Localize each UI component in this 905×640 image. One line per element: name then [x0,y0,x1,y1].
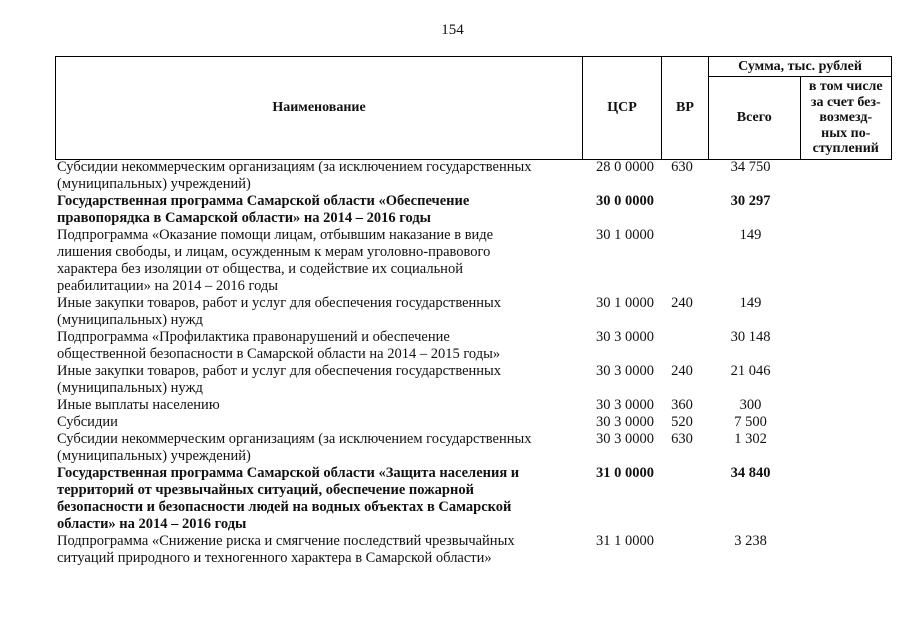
header-sum: Сумма, тыс. рублей [709,57,892,77]
row-vr: 630 [671,159,693,175]
row-name-line: Подпрограмма «Оказание помощи лицам, отбывшим наказание в виде [57,227,494,243]
row-csr: 31 0 0000 [596,465,654,481]
row-including [796,363,890,397]
table-header [55,56,892,160]
row-total: 149 [739,295,762,311]
row-name-line: (муниципальных) учреждений) [57,176,251,192]
row-total: 30 297 [730,193,771,209]
row-name-line: реабилитации» на 2014 – 2016 годы [57,278,279,294]
table-body [55,159,892,567]
row-name [55,363,581,397]
row-including [796,431,890,465]
row-name [55,193,581,227]
row-csr: 31 1 0000 [596,533,654,549]
row-vr [659,329,705,363]
row-name [55,431,581,465]
row-name-line: области» на 2014 – 2016 годы [57,516,247,532]
row-including [796,397,890,414]
header-name: Наименование [56,57,583,160]
row-csr: 30 3 0000 [596,414,654,430]
row-total: 300 [739,397,762,413]
row-name [55,227,581,295]
row-csr: 30 1 0000 [596,295,654,311]
row-name-line: Субсидии [57,414,118,430]
row-including [796,159,890,193]
row-name-line: правопорядка в Самарской области» на 2014 – 2016 годы [57,210,431,226]
table-row [55,397,892,414]
row-vr: 240 [671,363,693,379]
header-including [800,77,892,160]
table-row [55,295,892,329]
table-row [55,193,892,227]
row-csr: 30 3 0000 [596,431,654,447]
row-vr: 240 [671,295,693,311]
header-including-line: ных по- [821,125,871,141]
row-vr: 360 [671,397,693,413]
row-name-line: безопасности и безопасности людей на водных объектах в Самарской [57,499,512,515]
row-including [796,193,890,227]
page-number: 154 [441,22,464,38]
table-row [55,363,892,397]
table-row [55,431,892,465]
row-name-line: общественной безопасности в Самарской области на 2014 – 2015 годы» [57,346,501,362]
row-vr [659,465,705,533]
row-name [55,329,581,363]
row-name [55,465,581,533]
row-name [55,414,581,431]
row-name-line: Подпрограмма «Снижение риска и смягчение последствий чрезвычайных [57,533,515,549]
row-name [55,295,581,329]
header-vr: ВР [662,57,709,160]
row-name [55,159,581,193]
row-name-line: Государственная программа Самарской области «Обеспечение [57,193,470,209]
row-total: 149 [739,227,762,243]
header-including-line: ступлений [812,141,879,156]
row-csr: 30 3 0000 [596,363,654,379]
table-row [55,414,892,431]
row-vr [659,193,705,227]
row-name [55,397,581,414]
row-including [796,414,890,431]
table-row [55,159,892,193]
row-including [796,227,890,295]
row-vr [659,533,705,567]
row-name-line: (муниципальных) нужд [57,380,203,396]
row-vr [659,227,705,295]
row-csr: 30 0 0000 [596,193,654,209]
row-name-line: ситуаций природного и техногенного характера в Самарской области» [57,550,492,566]
row-vr: 630 [671,431,693,447]
row-total: 1 302 [734,431,767,447]
row-name [55,533,581,567]
row-total: 30 148 [730,329,771,345]
row-including [796,295,890,329]
row-name-line: Иные выплаты населению [57,397,220,413]
row-name-line: территорий от чрезвычайных ситуаций, обеспечение пожарной [57,482,474,498]
row-csr: 30 3 0000 [596,329,654,345]
row-total: 34 840 [730,465,771,481]
row-total: 3 238 [734,533,767,549]
header-total: Всего [709,77,801,160]
row-csr: 28 0 0000 [596,159,654,175]
row-vr: 520 [671,414,693,430]
table-row [55,465,892,533]
row-name-line: (муниципальных) учреждений) [57,448,251,464]
row-name-line: (муниципальных) нужд [57,312,203,328]
row-name-line: Иные закупки товаров, работ и услуг для обеспечения государственных [57,363,502,379]
table-row [55,227,892,295]
table-row [55,329,892,363]
row-total: 34 750 [730,159,771,175]
row-name-line: Субсидии некоммерческим организациям (за исключением государственных [57,431,532,447]
row-name-line: Субсидии некоммерческим организациям (за исключением государственных [57,159,532,175]
header-including-line: в том числе [808,79,883,94]
row-csr: 30 1 0000 [596,227,654,243]
row-including [796,329,890,363]
row-name-line: Иные закупки товаров, работ и услуг для обеспечения государственных [57,295,502,311]
row-name-line: лишения свободы, и лицам, осужденным к мерам уголовно-правового [57,244,491,260]
row-including [796,533,890,567]
table-row [55,533,892,567]
row-name-line: характера без изоляции от общества, и содействие их социальной [57,261,463,277]
header-including-line: возмезд- [819,110,873,125]
row-csr: 30 3 0000 [596,397,654,413]
header-including-line: за счет без- [810,94,881,110]
row-name-line: Государственная программа Самарской области «Защита населения и [57,465,520,481]
row-total: 7 500 [734,414,767,430]
row-total: 21 046 [730,363,771,379]
header-csr: ЦСР [583,57,662,160]
row-including [796,465,890,533]
row-name-line: Подпрограмма «Профилактика правонарушений и обеспечение [57,329,450,345]
